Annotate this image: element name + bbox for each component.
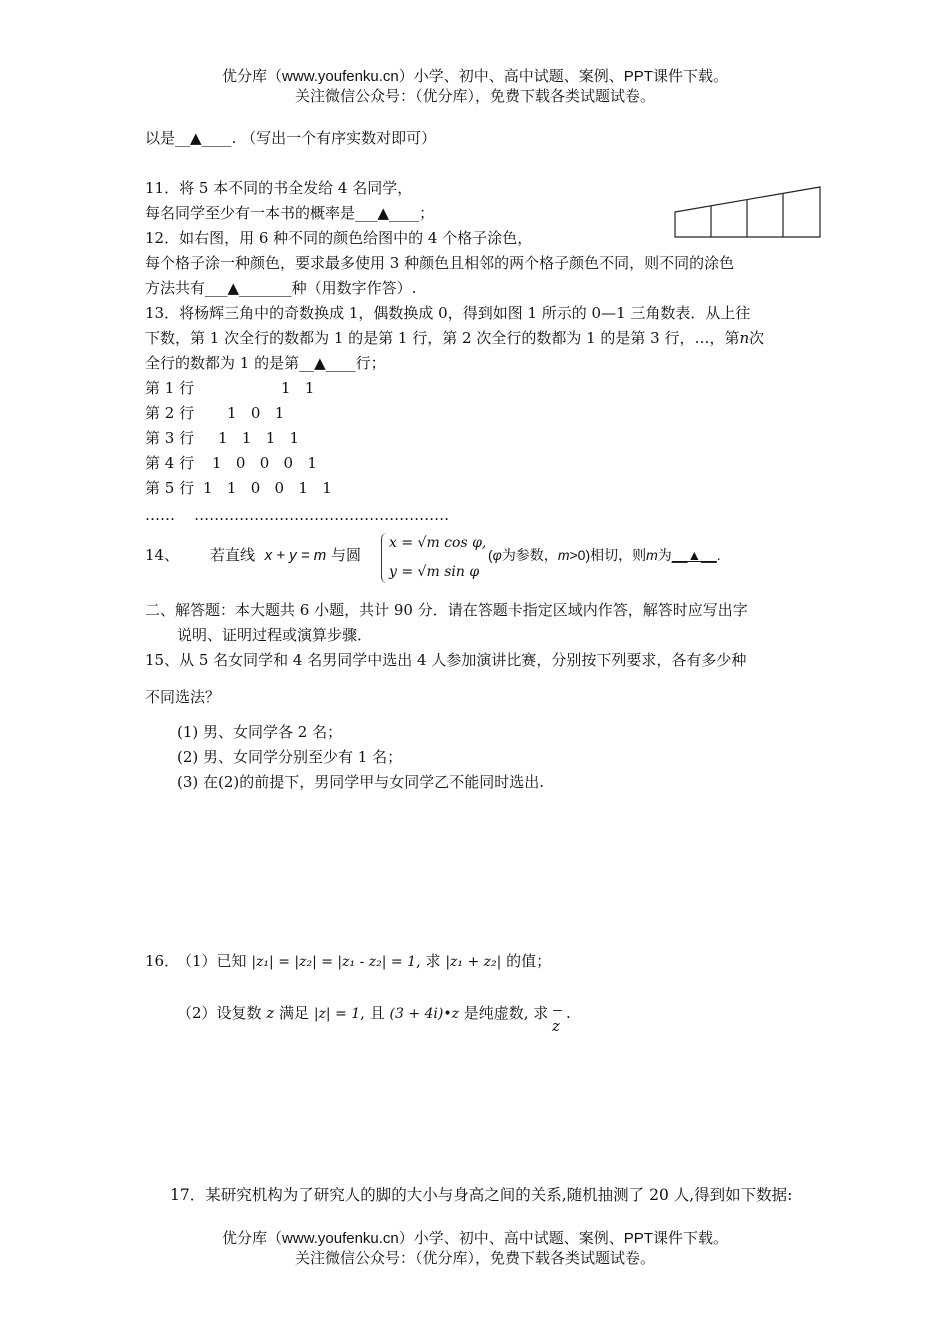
q14-lead: 若直线 x + y = m 与圆 xyxy=(210,546,362,564)
q17-line-1: 17．某研究机构为了研究人的脚的大小与身高之间的关系,随机抽测了 20 人,得到如下数据: xyxy=(170,1186,793,1204)
triangle-row-3-values: 1 1 1 1 xyxy=(218,429,300,447)
q13-answer-blank: __▲____ xyxy=(299,354,356,372)
q10-answer-blank: __▲____ xyxy=(175,129,232,147)
system-brace xyxy=(381,533,388,583)
q11-line-2: 每名同学至少有一本书的概率是___▲____； xyxy=(145,204,435,222)
q14-condition: (φ为参数，m>0)相切，则m为__▲__. xyxy=(488,547,721,563)
q11-line-1: 11．将 5 本不同的书全发给 4 名同学， xyxy=(145,179,413,197)
q16-period: . xyxy=(566,1004,571,1022)
triangle-row-5-values: 1 1 0 0 1 1 xyxy=(203,479,332,497)
triangle-dots: …… …………………………………………… xyxy=(145,506,450,524)
triangle-row-2-values: 1 0 1 xyxy=(227,404,285,422)
q15-item-2: (2) 男、女同学分别至少有 1 名； xyxy=(177,748,403,766)
q15-item-3: (3) 在(2)的前提下，男同学甲与女同学乙不能同时选出. xyxy=(177,773,545,791)
footer-line-1: 优分库（www.youfenku.cn）小学、初中、高中试题、案例、PPT课件下载。 xyxy=(222,1230,728,1247)
triangle-row-1-values: 1 1 xyxy=(281,379,315,397)
q16-part-1: （1）已知 |z₁| = |z₂| = |z₁ - z₂| = 1, 求 |z₁ + z₂| 的值； xyxy=(177,952,552,970)
triangle-row-4-label: 第 4 行 xyxy=(145,454,195,472)
q15-item-1: (1) 男、女同学各 2 名； xyxy=(177,723,343,741)
header-line-1: 优分库（www.youfenku.cn）小学、初中、高中试题、案例、PPT课件下载。 xyxy=(222,68,728,85)
part2-line-1: 二、解答题：本大题共 6 小题，共计 90 分．请在答题卡指定区域内作答，解答时应写出字 xyxy=(145,601,748,619)
q11-answer-blank: ___▲____ xyxy=(355,204,420,222)
triangle-row-1-label: 第 1 行 xyxy=(145,379,195,397)
circle-param-y: y = √m sin φ xyxy=(389,564,480,580)
circle-param-x: x = √m cos φ, xyxy=(389,535,487,551)
q13-line-1: 13．将杨辉三角中的奇数换成 1，偶数换成 0，得到如图 1 所示的 0—1 三角数表．从上往 xyxy=(145,304,751,322)
triangle-row-3-label: 第 3 行 xyxy=(145,429,195,447)
footer-line-2: 关注微信公众号：（优分库），免费下载各类试题试卷。 xyxy=(294,1250,655,1267)
q12-answer-blank: ___▲_______ xyxy=(205,279,292,297)
q16-target-expression: |z₁ + z₂| xyxy=(445,954,502,970)
q14-number: 14、 xyxy=(145,546,180,564)
q16-given-expression: |z₁| = |z₂| = |z₁ - z₂| = 1 xyxy=(251,954,417,970)
q15-line-2: 不同选法？ xyxy=(145,688,221,706)
triangle-row-2-label: 第 2 行 xyxy=(145,404,195,422)
q16-modulus: |z| = 1 xyxy=(313,1006,361,1022)
q12-line-3: 方法共有___▲_______种（用数字作答）. xyxy=(145,279,417,297)
conjugate-bar xyxy=(553,1010,562,1011)
q16-part-2: （2）设复数 z 满足 |z| = 1, 且 (3 + 4i)•z 是纯虚数, 求 xyxy=(177,1004,549,1022)
q16-number: 16． xyxy=(145,952,180,970)
q12-grid-figure xyxy=(670,182,830,242)
triangle-row-5-label: 第 5 行 xyxy=(145,479,195,497)
q12-line-1: 12．如右图，用 6 种不同的颜色给图中的 4 个格子涂色， xyxy=(145,229,533,247)
q10-tail: 以是__▲____. （写出一个有序实数对即可） xyxy=(145,129,437,147)
q13-line-3: 全行的数都为 1 的是第__▲____行； xyxy=(145,354,386,372)
triangle-row-4-values: 1 0 0 0 1 xyxy=(212,454,317,472)
q15-line-1: 15、从 5 名女同学和 4 名男同学中选出 4 人参加演讲比赛，分别按下列要求，各有多少种 xyxy=(145,651,747,669)
q14-answer-blank: __▲__ xyxy=(671,547,717,563)
q12-line-2: 每个格子涂一种颜色，要求最多使用 3 种颜色且相邻的两个格子颜色不同，则不同的涂色 xyxy=(145,254,735,272)
q16-product: (3 + 4i)•z xyxy=(389,1006,459,1022)
q13-line-2: 下数，第 1 次全行的数都为 1 的是第 1 行，第 2 次全行的数都为 1 的是第 3 行，…，第n次 xyxy=(145,329,765,347)
part2-line-2: 说明、证明过程或演算步骤． xyxy=(177,626,373,644)
q16-conjugate-z: z xyxy=(552,1010,564,1034)
line-equation: x + y = m xyxy=(264,547,327,564)
header-line-2: 关注微信公众号：（优分库），免费下载各类试题试卷。 xyxy=(294,88,655,105)
